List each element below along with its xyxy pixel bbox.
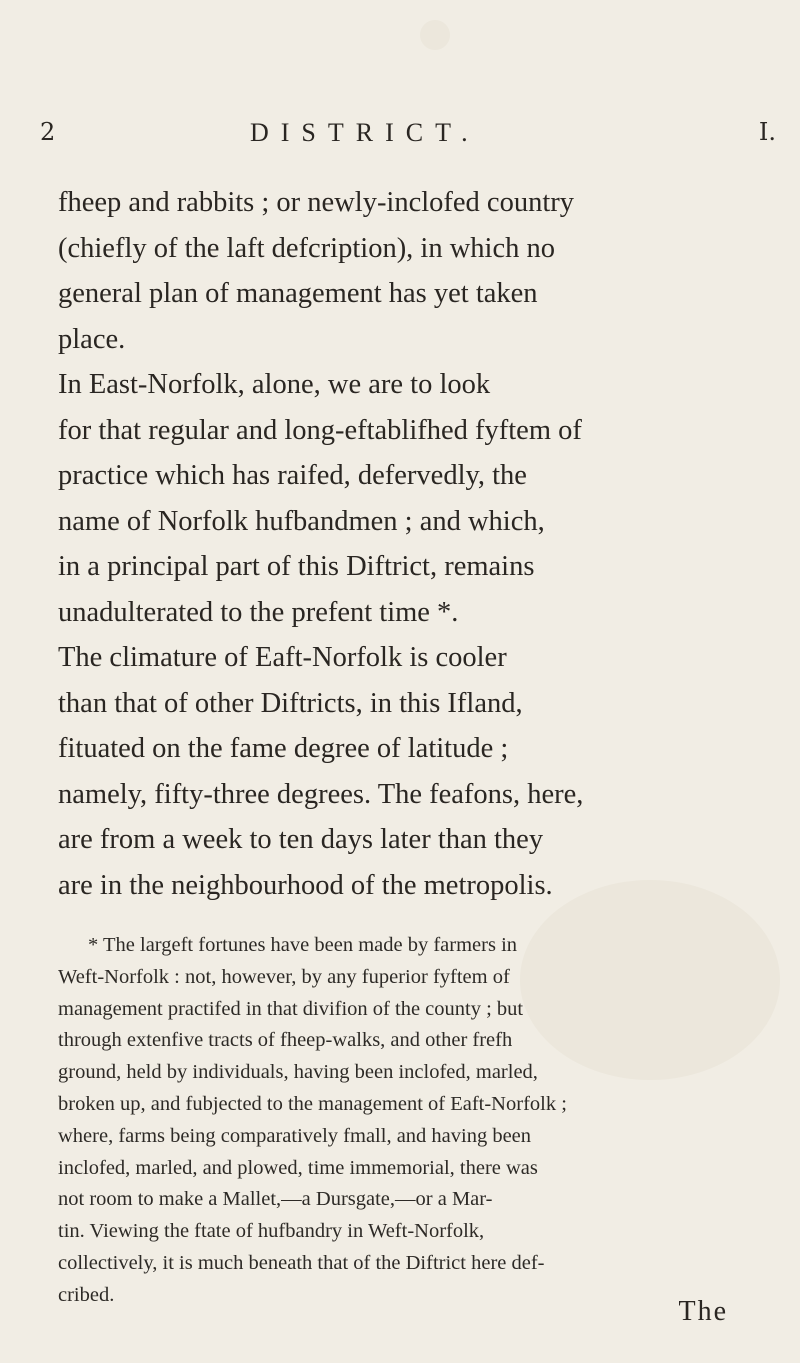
text-line: for that regular and long-eftablifhed fyftem of [58, 414, 582, 446]
text-line: In East-Norfolk, alone, we are to look [58, 369, 491, 400]
footnote-line: management practifed in that divifion of the county ; but [58, 997, 524, 1020]
footnote-line: cribed. [58, 1283, 115, 1306]
text-line: namely, fifty-three degrees. The feafons, here, [58, 778, 584, 810]
text-line: are from a week to ten days later than they [58, 824, 544, 855]
text-line: fituated on the fame degree of latitude ; [58, 733, 509, 764]
footnote-line: not room to make a Mallet,—a Dursgate,—or a Mar- [58, 1188, 493, 1211]
text-line: general plan of management has yet taken [58, 278, 538, 309]
text-line: in a principal part of this Diftrict, remains [58, 551, 535, 582]
text-line: unadulterated to the prefent time *. [58, 596, 459, 628]
main-text [58, 180, 758, 908]
footnote-line: broken up, and fubjected to the management of Eaft-Norfolk ; [58, 1092, 567, 1115]
footnote-line: * The largeft fortunes have been made by farmers in [88, 934, 518, 956]
paper-stain [420, 20, 450, 50]
page-header [40, 118, 780, 158]
section-number: I. [758, 118, 776, 146]
text-line: practice which has raifed, defervedly, the [58, 460, 527, 491]
footnote-line: where, farms being comparatively fmall, and having been [58, 1124, 532, 1147]
footnote [58, 930, 778, 1312]
text-line: are in the neighbourhood of the metropolis. [58, 869, 553, 901]
footnote-line: inclofed, marled, and plowed, time immemorial, there was [58, 1156, 538, 1179]
text-line: The climature of Eaft-Norfolk is cooler [58, 642, 507, 673]
text-line: than that of other Diftricts, in this Ifland, [58, 687, 523, 719]
footnote-line: ground, held by individuals, having been inclofed, marled, [58, 1061, 538, 1084]
footnote-line: collectively, it is much beneath that of the Diftrict here def- [58, 1251, 545, 1274]
page-number: 2 [40, 118, 56, 146]
footnote-line: through extenfive tracts of fheep-walks, and other frefh [58, 1029, 513, 1052]
footnote-line: Weft-Norfolk : not, however, by any fuperior fyftem of [58, 965, 510, 988]
text-line: place. [58, 323, 126, 355]
text-line: name of Norfolk hufbandmen ; and which, [58, 505, 545, 537]
catchword: The [678, 1296, 728, 1327]
text-line: (chiefly of the laft defcription), in which no [58, 232, 555, 264]
text-line: fheep and rabbits ; or newly-inclofed country [58, 187, 574, 218]
footnote-line: tin. Viewing the ftate of hufbandry in Weft-Norfolk, [58, 1220, 485, 1243]
running-title: DISTRICT. [250, 118, 480, 147]
